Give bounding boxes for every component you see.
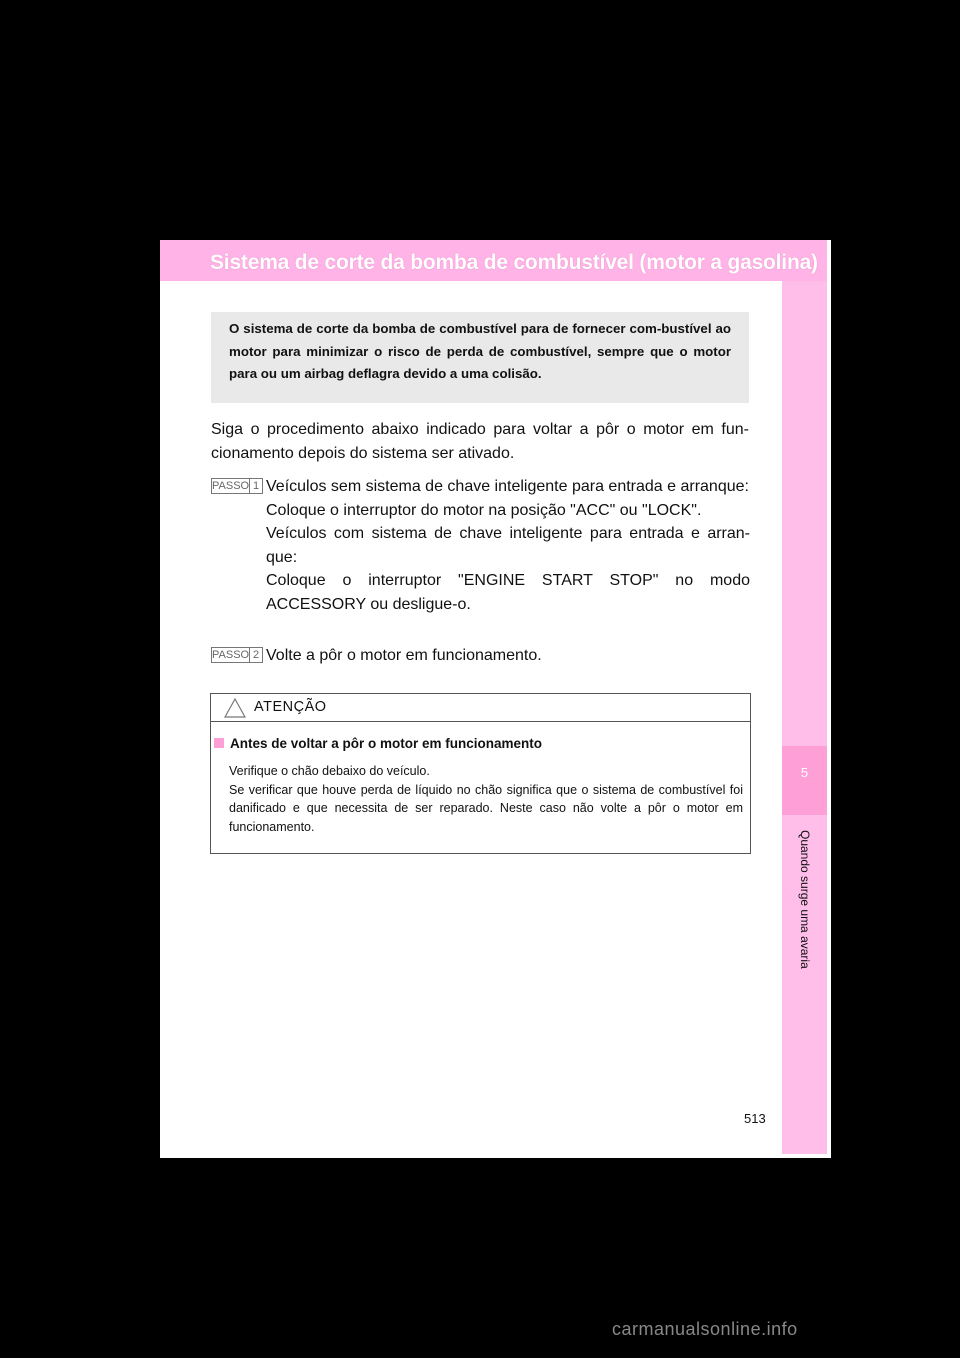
chapter-label: Quando surge uma avaria xyxy=(798,830,812,969)
step-badge-word: PASSO xyxy=(212,649,250,661)
step-badge-word: PASSO xyxy=(212,480,250,492)
intro-paragraph: Siga o procedimento abaixo indicado para voltar a pôr o motor em fun-cionamento depois do sistema ser ativado. xyxy=(211,421,749,462)
section-title: Sistema de corte da bomba de combustível (motor a gasolina) xyxy=(210,251,818,274)
step-line: Coloque o interruptor "ENGINE START STOP" no modo ACCESSORY ou desligue-o. xyxy=(266,572,750,613)
manual-page xyxy=(160,240,831,1158)
summary-box xyxy=(211,312,749,403)
chapter-tab[interactable] xyxy=(782,746,827,815)
chapter-side-strip xyxy=(782,281,827,1154)
step-text xyxy=(266,475,750,616)
step-badge-number: 1 xyxy=(249,479,262,493)
section-title-bar xyxy=(160,240,827,281)
warning-body-line-1: Verifique o chão debaixo do veículo. xyxy=(229,764,430,778)
step-line: Veículos com sistema de chave inteligente para entrada e arran-que: xyxy=(266,525,750,566)
site-watermark[interactable]: carmanualsonline.info xyxy=(612,1319,798,1339)
warning-subtitle: Antes de voltar a pôr o motor em funcionamento xyxy=(230,736,543,751)
step-line: Coloque o interruptor do motor na posição "ACC" ou "LOCK". xyxy=(266,501,702,519)
chapter-number: 5 xyxy=(800,765,809,780)
step-line: Volte a pôr o motor em funcionamento. xyxy=(266,647,542,664)
warning-body xyxy=(229,762,743,836)
warning-subtitle-row xyxy=(211,736,542,751)
page-number: 513 xyxy=(744,1111,766,1126)
step-badge xyxy=(211,478,263,494)
warning-header xyxy=(211,694,750,722)
step-line: Veículos sem sistema de chave inteligente para entrada e arranque: xyxy=(266,478,749,495)
step-badge-number: 2 xyxy=(249,648,262,662)
warning-box xyxy=(210,693,751,854)
summary-text: O sistema de corte da bomba de combustível para de fornecer com-bustível ao motor para minimizar o risco de perda de combustível, sempre que o motor para ou um airbag deflagra devido a uma colisão. xyxy=(229,321,731,381)
step-text xyxy=(266,644,750,668)
warning-title: ATENÇÃO xyxy=(254,699,327,715)
pink-square-bullet-icon xyxy=(214,738,224,748)
warning-body-line-2: Se verificar que houve perda de líquido no chão significa que o sistema de combustível foi danificado e que necessita de ser reparado. Neste caso não volte a pôr o motor em funcionamento. xyxy=(229,782,743,834)
step-badge xyxy=(211,647,263,663)
warning-triangle-icon xyxy=(224,698,246,718)
